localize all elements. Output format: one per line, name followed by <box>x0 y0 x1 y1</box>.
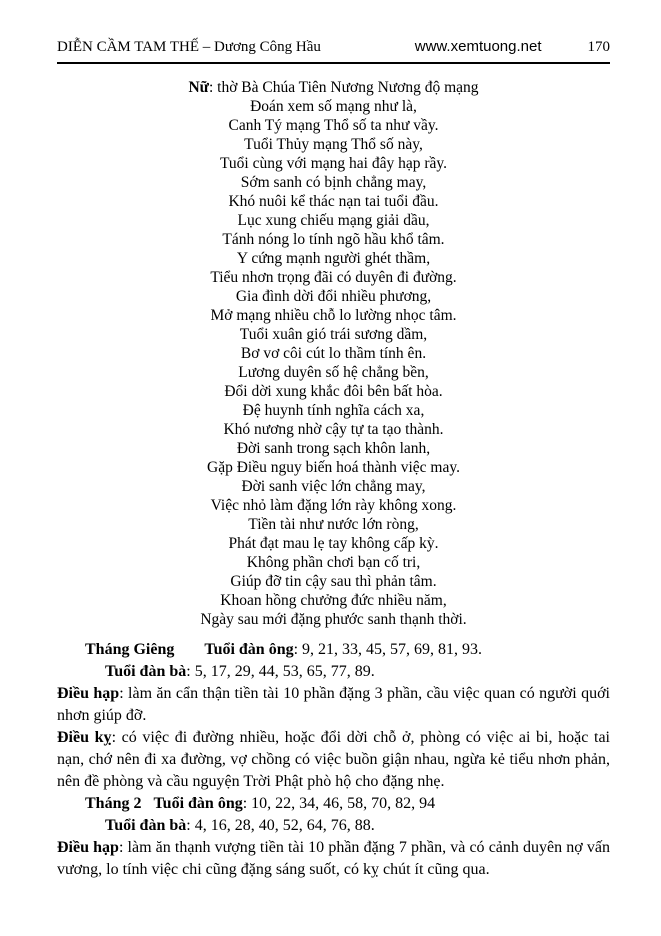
poem-line: Tuổi Thủy mạng Thổ số này, <box>244 136 423 153</box>
month1-ky-paragraph <box>57 727 610 793</box>
poem-line: Phát đạt mau lẹ tay không cấp kỳ. <box>228 535 439 552</box>
poem-line: Đời sanh việc lớn chẳng may, <box>241 478 426 495</box>
month1-label: Tháng Giêng <box>85 641 175 658</box>
month2-women-values: : 4, 16, 28, 40, 52, 64, 76, 88. <box>186 817 375 834</box>
page-header <box>57 38 610 64</box>
month2-hap-paragraph <box>57 837 610 881</box>
month1-ky-label: Điều kỵ <box>57 729 112 746</box>
month1-ages-men-line <box>57 639 610 661</box>
poem-line: Sớm sanh có bịnh chẳng may, <box>240 174 427 191</box>
month1-ky-text: : có việc đi đường nhiều, hoặc đổi dời chỗ ở, phòng có việc ai bi, hoặc tai nạn, chớ nên đi xa đường, vợ chồng có việc buồn giận nhau, ngừa kẻ tiểu nhơn phản, nên đề phòng và cầu nguyện Trời Phật phò hộ cho đặng nhẹ. <box>57 729 611 790</box>
poem-line: Đời sanh trong sạch khôn lanh, <box>236 440 431 457</box>
document-title: DIỄN CẦM TAM THẾ – Dương Công Hầu <box>57 39 321 55</box>
poem-line: Đoán xem số mạng như là, <box>250 98 417 115</box>
website-url: www.xemtuong.net <box>414 38 542 55</box>
poem-intro-label: Nữ <box>188 79 209 96</box>
month1-women-label: Tuổi đàn bà <box>105 663 187 680</box>
poem-line: Tánh nóng lo tính ngõ hầu khổ tâm. <box>222 231 445 248</box>
month1-men-values: : 9, 21, 33, 45, 57, 69, 81, 93. <box>293 641 483 658</box>
poem-line: Canh Tý mạng Thổ số ta như vầy. <box>228 117 439 134</box>
poem-line: Giúp đỡ tin cậy sau thì phản tâm. <box>230 573 437 590</box>
month1-hap-paragraph <box>57 683 610 727</box>
poem-line: Không phần chơi bạn cố tri, <box>246 554 421 571</box>
poem-line: Gia đình dời đổi nhiều phương, <box>235 288 432 305</box>
poem-line: Khó nuôi kể thác nạn tai tuổi đầu. <box>228 193 439 210</box>
month1-hap-text: : làm ăn cẩn thận tiền tài 10 phần đặng 3 phần, cầu việc quan có người quới nhơn giúp đỡ. <box>57 685 611 724</box>
month2-hap-label: Điều hạp <box>57 839 119 856</box>
poem-line: Lục xung chiếu mạng giải dầu, <box>237 212 430 229</box>
month1-women-values: : 5, 17, 29, 44, 53, 65, 77, 89. <box>186 663 375 680</box>
poem-line: Lương duyên số hệ chẳng bền, <box>238 364 429 381</box>
poem-line: Việc nhỏ làm đặng lớn rày không xong. <box>210 497 457 514</box>
poem-line: Tiểu nhơn trọng đãi có duyên đi đường. <box>210 269 457 286</box>
month1-hap-label: Điều hạp <box>57 685 120 702</box>
poem-line: Gặp Điều nguy biến hoá thành việc may. <box>207 459 460 476</box>
poem-line: Đổi dời xung khắc đôi bên bất hòa. <box>224 383 443 400</box>
month2-label: Tháng 2 <box>85 795 142 812</box>
page-number: 170 <box>587 39 610 55</box>
poem-line: Mở mạng nhiều chỗ lo lường nhọc tâm. <box>210 307 457 324</box>
month1-men-label: Tuổi đàn ông <box>204 641 294 658</box>
month2-women-label: Tuổi đàn bà <box>105 817 187 834</box>
month2-hap-text: : làm ăn thạnh vượng tiền tài 10 phần đặng 7 phần, và có cảnh duyên nợ vấn vương, lo tính việc chi cũng đặng sáng suốt, có kỵ chút ít cũng qua. <box>57 839 611 878</box>
month1-ages-women-line <box>57 661 610 683</box>
poem-line: Tuổi xuân gió trái sương dầm, <box>239 326 428 343</box>
poem-intro-text: : thờ Bà Chúa Tiên Nương Nương độ mạng <box>208 79 479 96</box>
month2-ages-women-line <box>57 815 610 837</box>
fortune-poem <box>57 78 610 629</box>
month2-men-values: : 10, 22, 34, 46, 58, 70, 82, 94 <box>242 795 436 812</box>
header-right-group <box>415 38 610 56</box>
poem-intro-line <box>57 78 610 97</box>
poem-line: Đệ huynh tính nghĩa cách xa, <box>242 402 425 419</box>
month2-ages-men-line <box>57 793 610 815</box>
poem-line: Ngày sau mới đặng phước sanh thạnh thời. <box>200 611 467 628</box>
poem-line: Khoan hồng chưởng đức nhiều năm, <box>220 592 447 609</box>
poem-line: Tuổi cùng với mạng hai đây hạp rầy. <box>219 155 448 172</box>
month-sections <box>57 639 610 881</box>
poem-line: Khó nương nhờ cậy tự ta tạo thành. <box>223 421 444 438</box>
poem-line: Tiền tài như nước lớn ròng, <box>248 516 419 533</box>
poem-line: Y cứng mạnh người ghét thầm, <box>236 250 431 267</box>
page-content <box>57 78 610 881</box>
month2-men-label: Tuổi đàn ông <box>153 795 243 812</box>
poem-line: Bơ vơ côi cút lo thầm tính ên. <box>240 345 427 362</box>
